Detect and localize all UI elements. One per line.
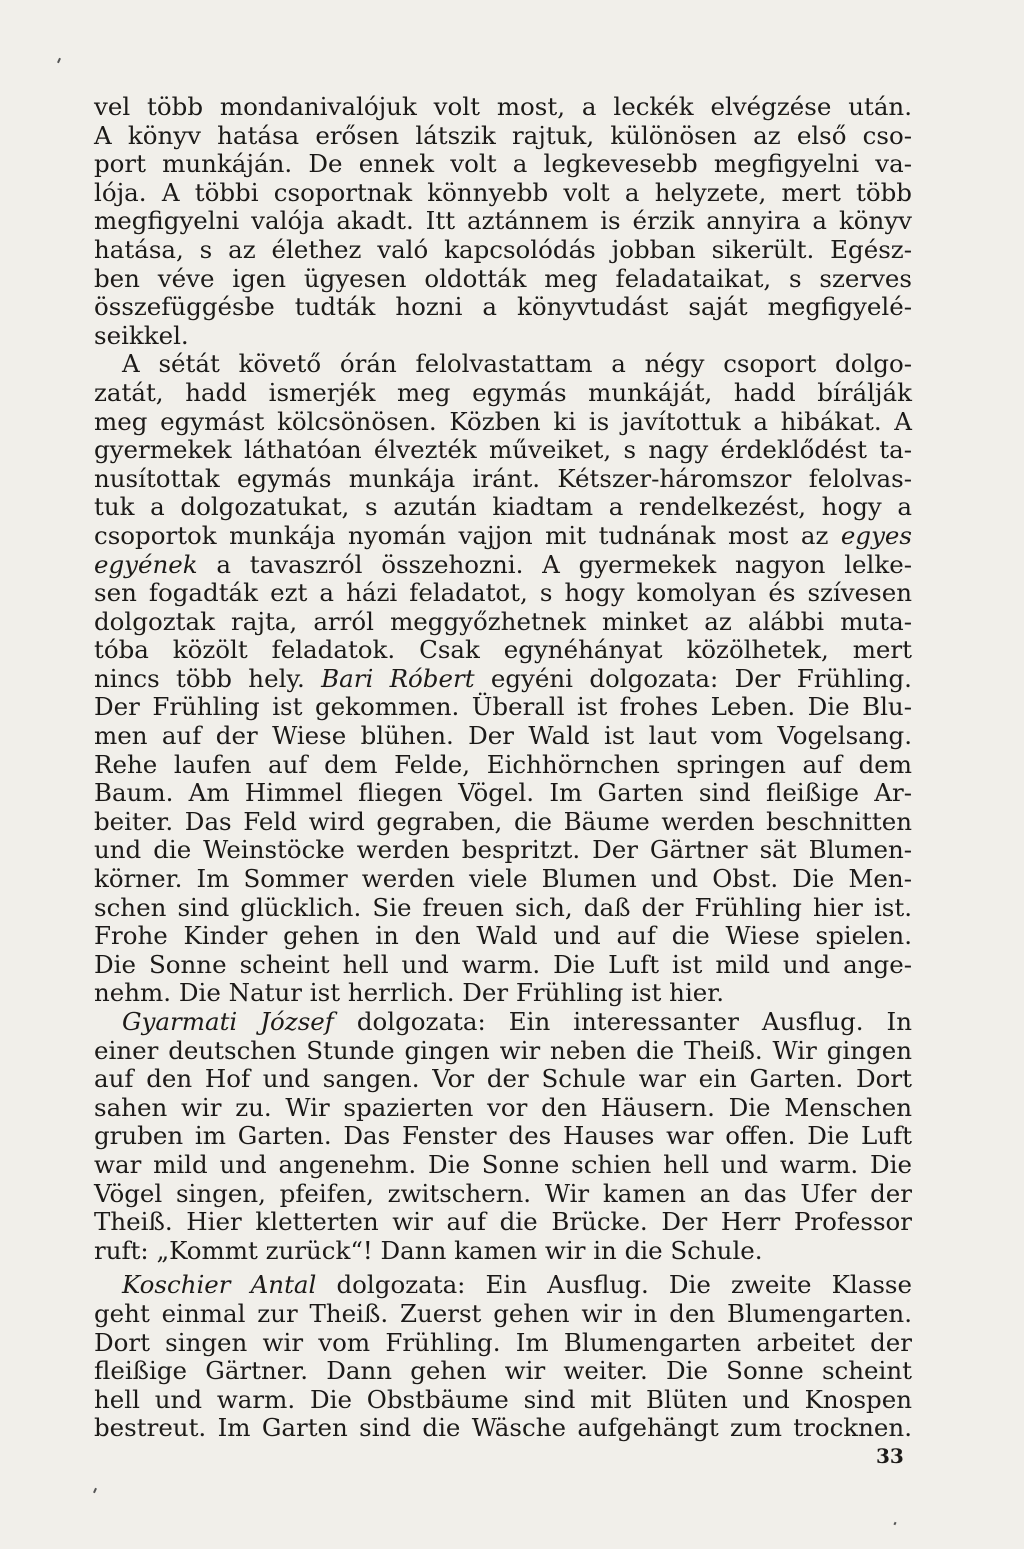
text-line: Frohe Kinder gehen in den Wald und auf die Wiese spielen. (94, 921, 912, 951)
text-line: zatát, hadd ismerjék meg egymás munkáját, hadd bírálják (94, 377, 912, 407)
text-line: seikkel. (94, 320, 189, 350)
text-line-with-italic (94, 1271, 912, 1300)
text-line: port munkáján. De ennek volt a legkevesebb megfigyelni va- (94, 149, 912, 179)
page-number: 33 (876, 1444, 904, 1468)
text-line-with-italic (94, 522, 912, 551)
text-line: Rehe laufen auf dem Felde, Eichhörnchen springen auf dem (94, 749, 912, 779)
text-line-part: dolgozata: Ein Ausflug. Die zweite Klasse (336, 1270, 912, 1300)
text-line: Theiß. Hier kletterten wir auf die Brücke. Der Herr Professor (94, 1207, 912, 1237)
text-line-part: egyéni dolgozata: Der Frühling. (490, 663, 912, 693)
text-line: lója. A többi csoportnak könnyebb volt a helyzete, mert több (94, 177, 912, 207)
text-line: Der Frühling ist gekommen. Überall ist frohes Leben. Die Blu- (94, 692, 912, 722)
text-line: hatása, s az élethez való kapcsolódás jobban sikerült. Egész- (94, 234, 912, 264)
text-line-with-italic (94, 1008, 912, 1037)
text-line-part: a tavaszról összehozni. A gyermekek nagyon lelke- (216, 549, 912, 579)
text-line: dolgoztak rajta, arról meggyőzhetnek minket az alábbi muta- (94, 606, 912, 636)
text-line: körner. Im Sommer werden viele Blumen und Obst. Die Men- (94, 864, 912, 894)
text-line: hell und warm. Die Obstbäume sind mit Blüten und Knospen (94, 1384, 912, 1414)
text-line: Dort singen wir vom Frühling. Im Blumengarten arbeitet der (94, 1327, 912, 1357)
text-line: beiter. Das Feld wird gegraben, die Bäume werden beschnitten (94, 806, 912, 836)
text-line: sen fogadták ezt a házi feladatot, s hogy komolyan és szívesen (94, 578, 912, 608)
author-name: Bari Róbert (321, 663, 475, 693)
text-line: vel több mondanivalójuk volt most, a leckék elvégzése után. (94, 92, 912, 121)
text-line: megfigyelni valója akadt. Itt aztánnem is érzik annyira a könyv (94, 206, 912, 236)
text-line: összefüggésbe tudták hozni a könyvtudást saját megfigyelé- (94, 292, 912, 322)
text-line: Baum. Am Himmel fliegen Vögel. Im Garten sind fleißige Ar- (94, 778, 912, 808)
italic-phrase: egyes (840, 520, 912, 550)
text-line: men auf der Wiese blühen. Der Wald ist laut vom Vogelsang. (94, 721, 912, 751)
text-line: schen sind glücklich. Sie freuen sich, daß der Frühling hier ist. (94, 892, 912, 922)
text-line-part: dolgozata: Ein interessanter Ausflug. In (356, 1007, 912, 1036)
text-line-part: csoportok munkája nyomán vajjon mit tudnának most az (94, 520, 829, 550)
text-line: gyermekek láthatóan élvezték műveiket, s nagy érdeklődést ta- (94, 435, 912, 465)
scan-speck (893, 1522, 896, 1526)
text-line: ruft: „Kommt zurück“! Dann kamen wir in die Schule. (94, 1235, 763, 1265)
text-line: Vögel singen, pfeifen, zwitschern. Wir kamen an das Ufer der (94, 1178, 912, 1208)
text-line-with-italic (94, 551, 912, 580)
text-line: bestreut. Im Garten sind die Wäsche aufgehängt zum trocknen. (94, 1413, 912, 1443)
text-line: fleißige Gärtner. Dann gehen wir weiter. Die Sonne scheint (94, 1356, 912, 1386)
text-line: nehm. Die Natur ist herrlich. Der Frühling ist hier. (94, 978, 725, 1008)
text-line: meg egymást kölcsönösen. Közben ki is javítottuk a hibákat. A (94, 406, 912, 436)
text-line: nusítottak egymás munkája iránt. Kétszer-háromszor felolvas- (94, 463, 912, 493)
text-line: A könyv hatása erősen látszik rajtuk, különösen az első cso- (94, 120, 912, 150)
italic-phrase: egyének (94, 549, 198, 579)
text-line: tóba közölt feladatok. Csak egynéhányat közölhetek, mert (94, 635, 912, 665)
text-line: sahen wir zu. Wir spazierten vor den Häusern. Die Menschen (94, 1092, 912, 1122)
text-line: geht einmal zur Theiß. Zuerst gehen wir in den Blumengarten. (94, 1298, 912, 1328)
text-line: gruben im Garten. Das Fenster des Hauses war offen. Die Luft (94, 1121, 912, 1151)
body-text (94, 93, 912, 1443)
text-line-part: nincs több hely. (94, 663, 305, 693)
text-line: tuk a dolgozatukat, s azután kiadtam a rendelkezést, hogy a (94, 492, 912, 522)
text-line: Die Sonne scheint hell und warm. Die Luft ist mild und ange- (94, 949, 912, 979)
text-line: A sétát követő órán felolvastattam a négy csoport dolgo- (122, 349, 912, 379)
text-line: auf den Hof und sangen. Vor der Schule war ein Garten. Dort (94, 1064, 912, 1094)
scan-speck (93, 1488, 97, 1493)
author-name: Gyarmati József (122, 1007, 334, 1036)
text-line: und die Weinstöcke werden bespritzt. Der Gärtner sät Blumen- (94, 835, 912, 865)
text-line: ben véve igen ügyesen oldották meg feladataikat, s szerves (94, 263, 912, 293)
author-name: Koschier Antal (122, 1270, 317, 1300)
text-line: einer deutschen Stunde gingen wir neben die Theiß. Wir gingen (94, 1035, 912, 1065)
scan-speck (57, 58, 61, 63)
text-line-with-italic (94, 665, 912, 694)
text-line: war mild und angenehm. Die Sonne schien hell und warm. Die (94, 1149, 912, 1179)
